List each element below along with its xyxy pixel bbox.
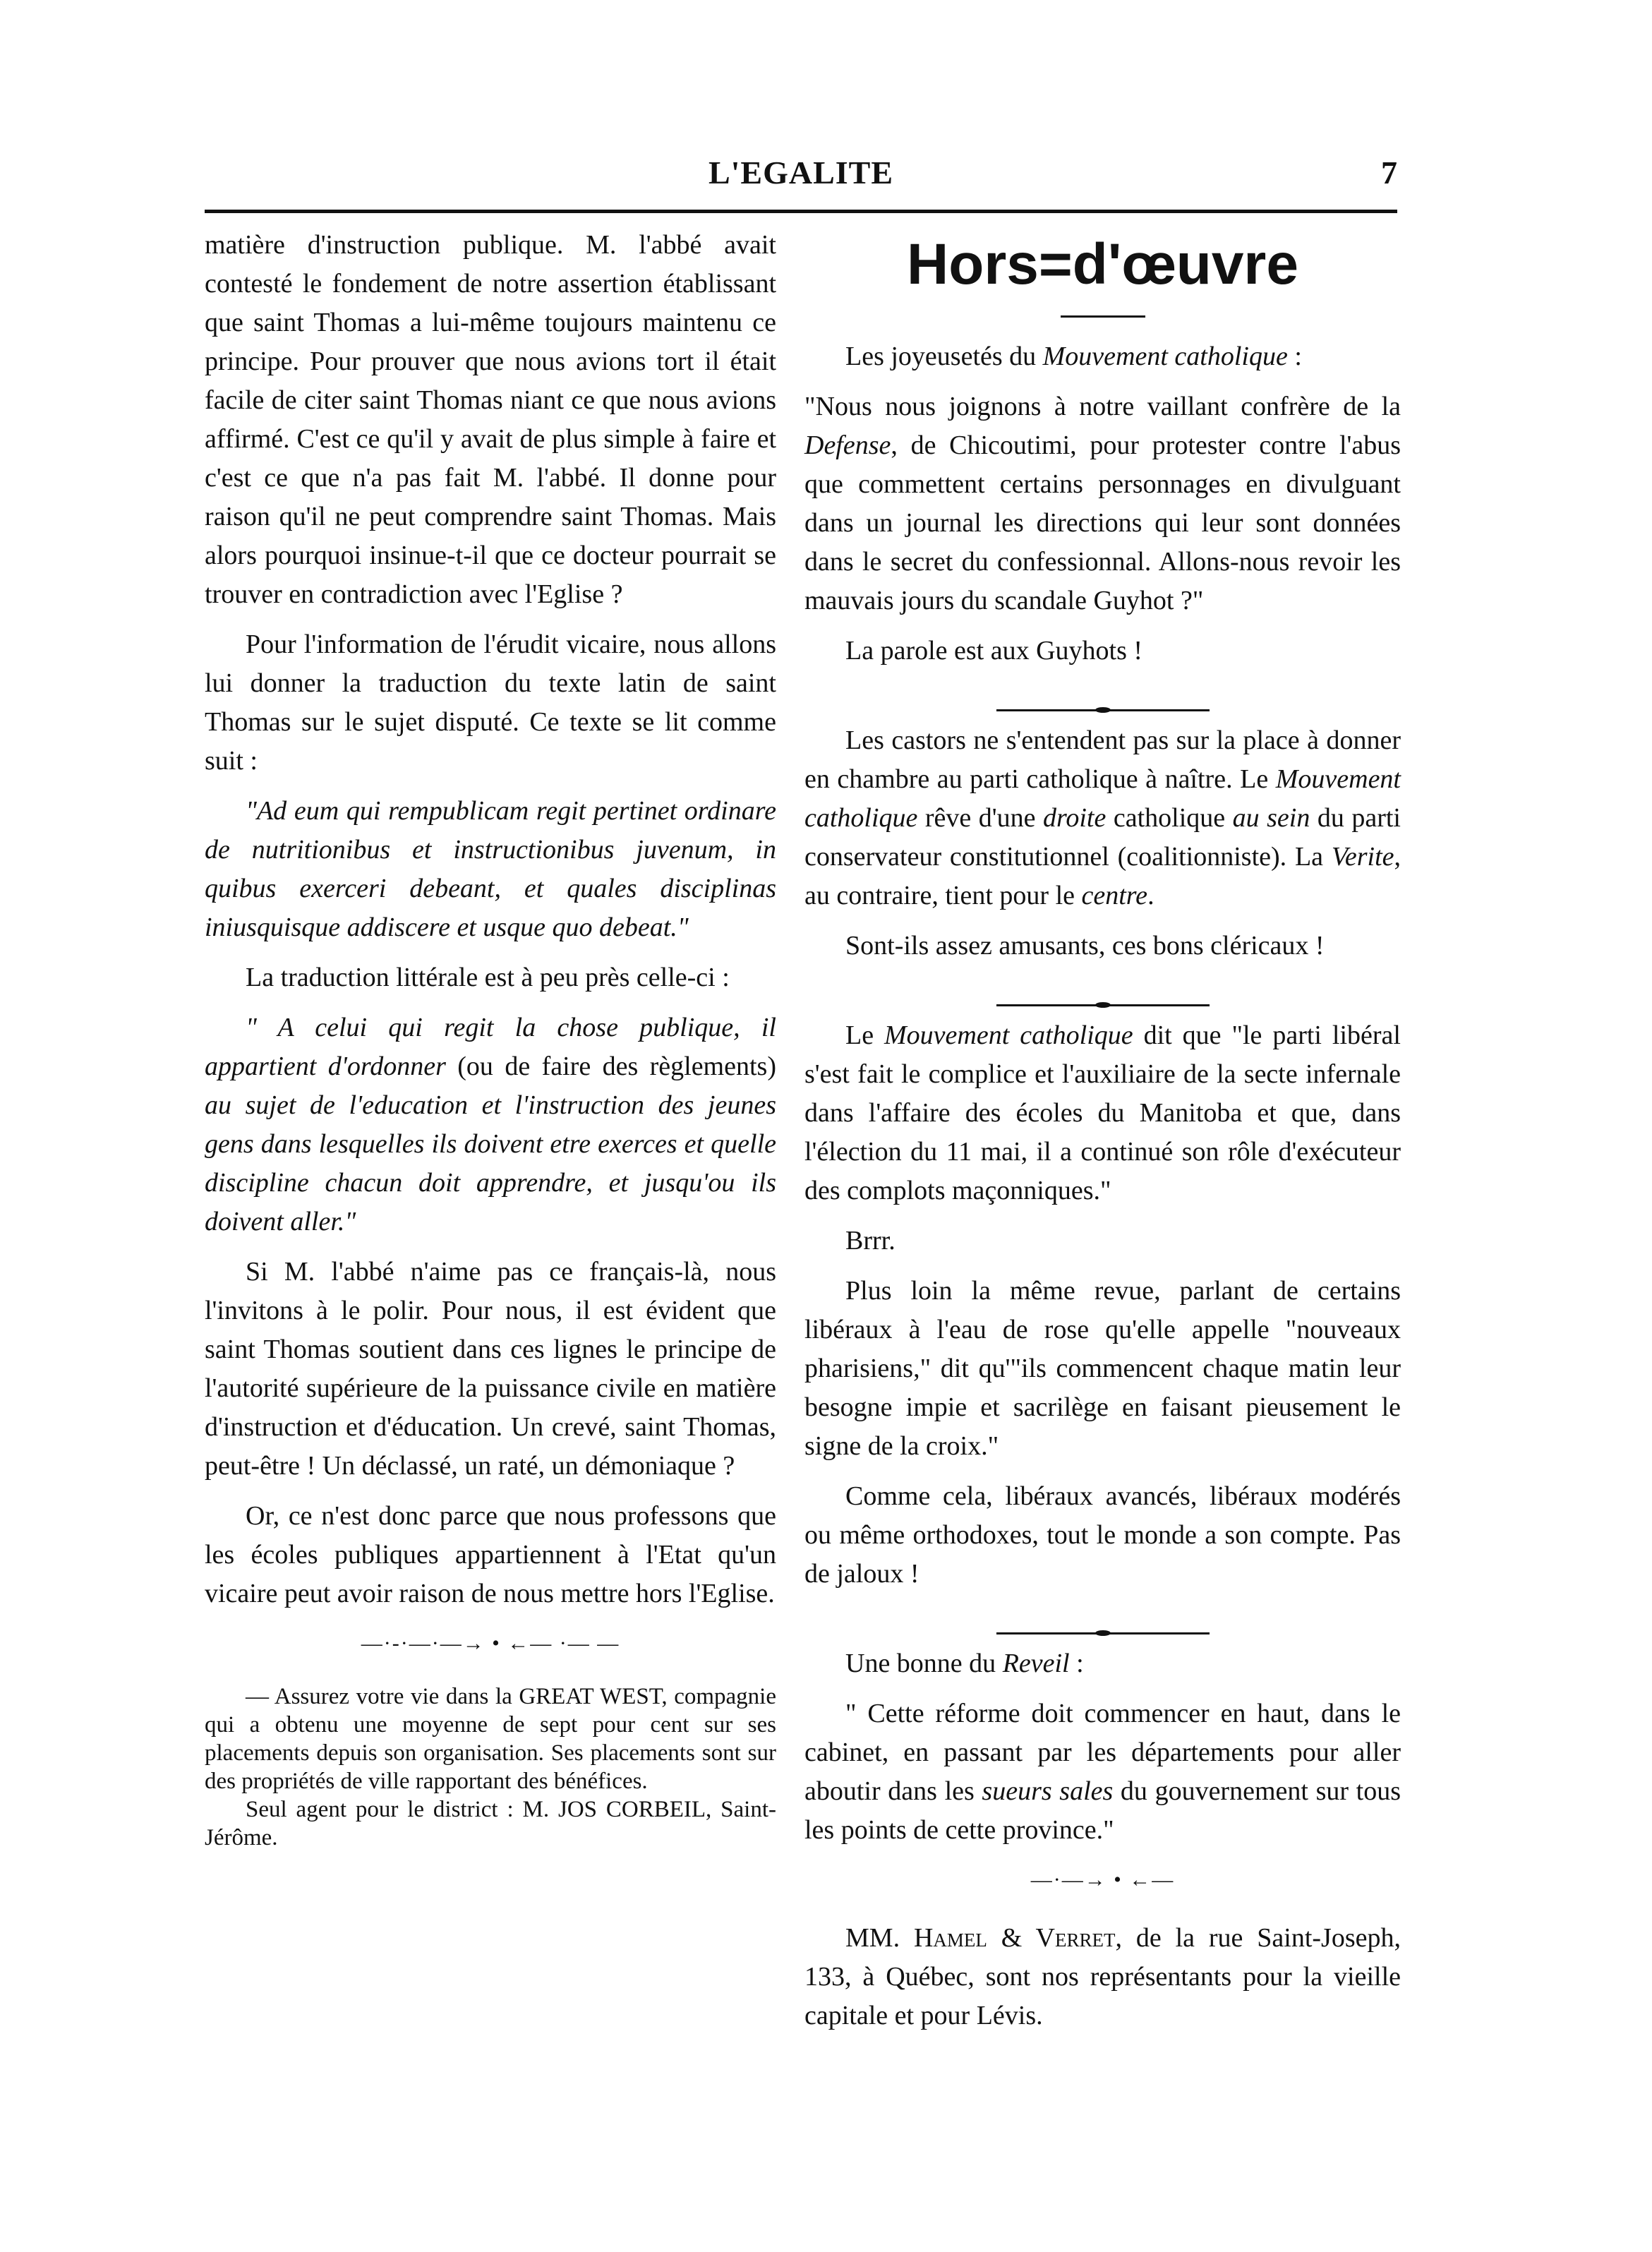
item-intro <box>804 1644 1401 1683</box>
emphasis: centre <box>1081 881 1148 910</box>
paragraph <box>804 1016 1401 1210</box>
right-column <box>804 226 1401 2047</box>
text: Le <box>845 1020 885 1050</box>
page-header <box>205 148 1397 205</box>
paragraph <box>804 721 1401 915</box>
french-quote <box>205 1008 776 1241</box>
paragraph: Si M. l'abbé n'aime pas ce français-là, nous l'invitons à le polir. Pour nous, il est évident que saint Thomas soutient dans ces lignes le principe de l'autorité supérieure de la puissance civile en matière d'instruction et d'éducation. Un crevé, saint Thomas, peut-être ! Un déclassé, un raté, un démoniaque ? <box>205 1257 776 1481</box>
ornament-divider: —·-·—·—→ • ←— ·— — <box>361 1632 620 1655</box>
divider-bar <box>996 709 1102 711</box>
text: : <box>1287 342 1302 371</box>
paragraph: Brrr. <box>845 1226 896 1256</box>
paragraph: Pour l'information de l'érudit vicaire, nous allons lui donner la traduction du texte latin de saint Thomas sur le sujet disputé. Ce texte se lit comme suit : <box>205 630 776 776</box>
latin-quote: "Ad eum qui rempublicam regit pertinet ordinare de nutritionibus et instructionibus juvenum, in quibus exerceri debeant, et quales disciplinas iniusquisque addiscere et usque quo debeat." <box>205 796 776 942</box>
newspaper-title: L'EGALITE <box>708 155 894 191</box>
item-quote <box>804 1694 1401 1850</box>
text: du gouvernement sur tous les points de cette province." <box>804 1776 1401 1845</box>
divider-bar <box>1104 709 1210 711</box>
text: : <box>1069 1649 1084 1678</box>
quote-text: " A celui qui regit la chose publique, il appartient d'ordonner <box>205 1013 776 1081</box>
text: , de Chicoutimi, pour protester contre l'abus que commettent certains personnages en divulguant dans un journal les directions qui leur sont données dans le secret du confessionnal. Allons-nous revoir les mauvais jours du scandale Guyhot ?" <box>804 430 1401 615</box>
emphasis: droite <box>1043 803 1107 833</box>
text: . <box>1147 881 1154 910</box>
item-intro <box>804 337 1401 376</box>
emphasis: au sein <box>1232 803 1310 833</box>
text: , au contraire, tient pour le <box>804 842 1401 910</box>
text: rêve d'une <box>917 803 1043 833</box>
emphasis: sueurs sales <box>982 1776 1114 1806</box>
divider-bar <box>1104 1004 1210 1006</box>
representatives-notice <box>804 1919 1401 2035</box>
quote-aside: (ou de faire des règlements) <box>457 1052 776 1081</box>
advertisement <box>205 1682 776 1852</box>
ad-text: — Assurez votre vie dans la GREAT WEST, compagnie qui a obtenu une moyenne de sept pour cent sur ses placements depuis son organisation. Ses placements sont sur des propriétés de ville rapportant des bénéfices. <box>205 1684 776 1794</box>
divider-bar <box>996 1632 1102 1634</box>
text: Les joyeusetés du <box>845 342 1043 371</box>
text: du parti conservateur constitutionnel (coalitionniste). La <box>804 803 1401 872</box>
item-quote <box>804 387 1401 620</box>
title-rule <box>1061 315 1145 318</box>
text: , de la rue Saint-Joseph, 133, à Québec, sont nos représentants pour la vieille capitale et pour Lévis. <box>804 1923 1401 2030</box>
paragraph: La traduction littérale est à peu près celle-ci : <box>246 963 730 992</box>
source-name: Defense <box>804 430 891 460</box>
paragraph: Sont-ils assez amusants, ces bons cléricaux ! <box>845 931 1325 961</box>
ad-agent: Seul agent pour le district : M. JOS CORBEIL, Saint-Jérôme. <box>205 1797 776 1850</box>
header-rule <box>205 210 1397 213</box>
source-name: Reveil <box>1002 1649 1070 1678</box>
paragraph: matière d'instruction publique. M. l'abbé avait contesté le fondement de notre assertion établissant que saint Thomas a lui-même toujours maintenu ce principe. Pour prouver que nous avions tort il était facile de citer saint Thomas niant ce que nous avions affirmé. C'est ce qu'il y avait de plus simple à faire et c'est ce que n'a pas fait M. l'abbé. Il donne pour raison qu'il ne peut comprendre saint Thomas. Mais alors pourquoi insinue-t-il que ce docteur pourrait se trouver en contradiction avec l'Eglise ? <box>205 230 776 609</box>
source-name: Mouvement catholique <box>804 764 1401 833</box>
divider-bar <box>996 1004 1102 1006</box>
source-name: Mouvement catholique <box>884 1020 1133 1050</box>
text: MM. <box>845 1923 914 1953</box>
text: dit que "le parti libéral s'est fait le complice et l'auxiliaire de la secte infernale dans l'affaire des écoles du Manitoba et que, dans l'élection du 11 mai, il a continué son rôle d'exécuteur des complots maçonniques." <box>804 1020 1401 1205</box>
ornament-divider <box>804 689 1401 696</box>
ornament-divider <box>804 984 1401 991</box>
divider-bar <box>1104 1632 1210 1634</box>
representative-names: Hamel & Verret <box>913 1923 1116 1953</box>
paragraph: Or, ce n'est donc parce que nous professons que les écoles publiques appartiennent à l'Etat qu'un vicaire peut avoir raison de nous mettre hors l'Eglise. <box>205 1501 776 1608</box>
source-name: Mouvement catholique <box>1042 342 1288 371</box>
text: catholique <box>1106 803 1233 833</box>
text: Les castors ne s'entendent pas sur la place à donner en chambre au parti catholique à naître. Le <box>804 725 1401 794</box>
text: Une bonne du <box>845 1649 1003 1678</box>
ornament-divider <box>804 1612 1401 1619</box>
source-name: Verite <box>1331 842 1394 872</box>
paragraph: La parole est aux Guyhots ! <box>845 636 1143 666</box>
paragraph: Comme cela, libéraux avancés, libéraux modérés ou même orthodoxes, tout le monde a son compte. Pas de jaloux ! <box>804 1481 1401 1589</box>
paragraph: Plus loin la même revue, parlant de certains libéraux à l'eau de rose qu'elle appelle "nouveaux pharisiens," dit qu'"ils commencent chaque matin leur besogne impie et sacrilège en faisant pieusement le signe de la croix." <box>804 1276 1401 1461</box>
page-number: 7 <box>1381 155 1397 191</box>
ornament-divider: —·—→ • ←— <box>1030 1868 1175 1891</box>
section-title: Hors=d'œuvre <box>907 232 1298 296</box>
quote-text: au sujet de l'education et l'instruction des jeunes gens dans lesquelles ils doivent etre exerces et quelle discipline chacun doit apprendre, et jusqu'ou ils doivent aller." <box>205 1090 776 1236</box>
text: " Cette réforme doit commencer en haut, dans le cabinet, en passant par les départements pour aller aboutir dans les <box>804 1699 1401 1806</box>
left-column <box>205 226 776 1852</box>
text: "Nous nous joignons à notre vaillant confrère de la <box>804 392 1401 421</box>
